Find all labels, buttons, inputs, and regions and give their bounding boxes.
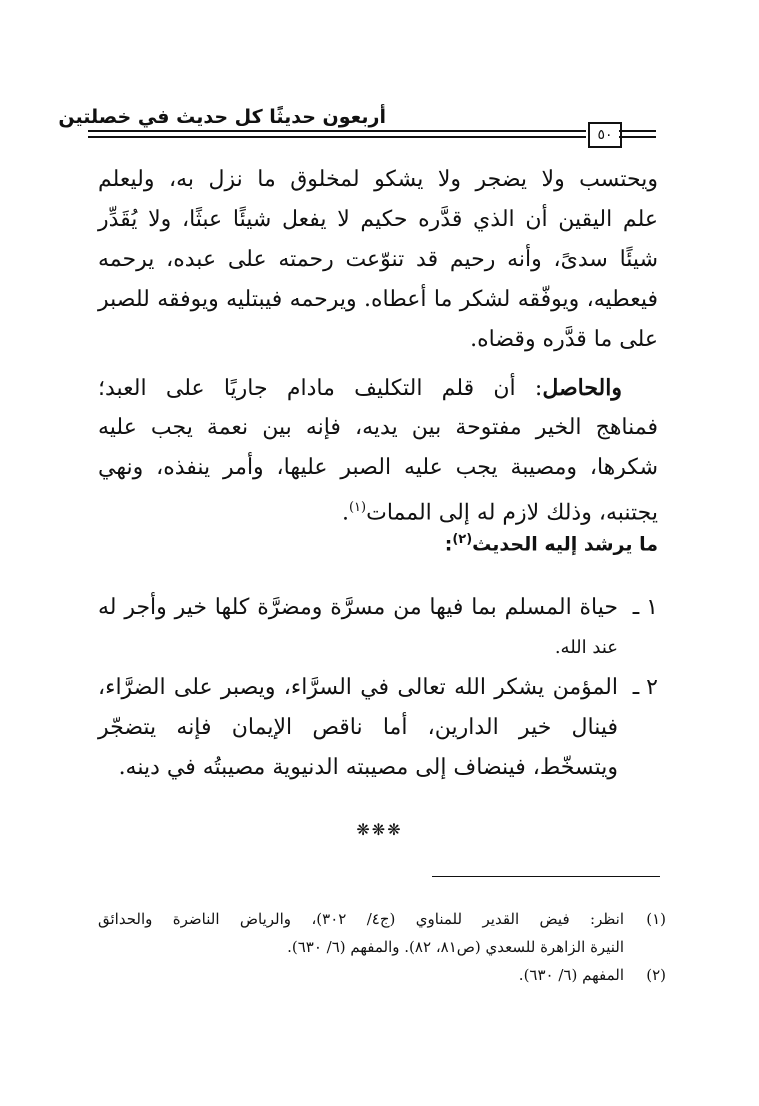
footnote [98, 961, 666, 989]
text-span: . [341, 500, 349, 526]
footnote-rule [432, 876, 660, 877]
footnote-number: (٢) [646, 966, 666, 984]
header-rule [88, 130, 586, 132]
text-line: شيئًا سدىً، وأنه رحيم قد تنوّعت رحمته على عبده، يرحمه [98, 247, 658, 272]
text-span: : أن قلم التكليف مادام جاريًا على العبد؛ [98, 376, 543, 401]
item-number: ١ ـ [632, 595, 658, 620]
paragraph-1 [98, 160, 658, 360]
text-line: ويحتسب ولا يضجر ولا يشكو لمخلوق ما نزل به، وليعلم [98, 167, 658, 192]
text-line: على ما قدَّره وقضاه. [470, 327, 658, 352]
guidance-list [98, 588, 658, 788]
footnote-number: (١) [646, 910, 666, 928]
summary-lead: والحاصل [542, 375, 622, 401]
text-line: فيعطيه، ويوفّقه لشكر ما أعطاه. ويرحمه فيبتليه ويوفقه للصبر [98, 287, 658, 312]
text-line: ويتسخّط، فينضاف إلى مصيبته الدنيوية مصيبتُه في دينه. [118, 755, 618, 780]
heading-suffix: : [444, 533, 453, 556]
header-rule [88, 136, 586, 138]
footnotes [98, 905, 666, 989]
section-heading [445, 532, 658, 555]
footnote-line: النيرة الزاهرة للسعدي (ص٨١، ٨٢). والمفهم (٦/ ٦٣٠). [287, 938, 624, 956]
page-header [58, 100, 656, 148]
running-title: أربعون حديثًا كل حديث في خصلتين [58, 106, 386, 128]
text-span: يجتنبه، وذلك لازم له إلى الممات [366, 500, 658, 526]
paragraph-2 [98, 368, 658, 528]
heading-text: ما يرشد إليه الحديث [472, 533, 658, 556]
list-item [98, 668, 658, 788]
list-item [98, 588, 658, 668]
text-line: المؤمن يشكر الله تعالى في السرَّاء، ويصبر على الضرَّاء، [98, 675, 618, 700]
text-line [98, 368, 658, 408]
text-line: فينال خير الدارين، أما ناقص الإيمان فإنه يتضجّر [98, 715, 618, 740]
text-line: فمناهج الخير مفتوحة بين يديه، فإنه بين نعمة يجب عليه [98, 415, 658, 440]
text-line: حياة المسلم بما فيها من مسرَّة ومضرَّة كلها خير وأجر له [98, 595, 618, 620]
text-line: علم اليقين أن الذي قدَّره حكيم لا يفعل شيئًا عبثًا، ولا يُقَدِّر [98, 207, 658, 232]
footnote-ref[interactable]: (٢) [452, 532, 473, 547]
page-number: ٥٠ [588, 122, 622, 148]
item-number: ٢ ـ [632, 675, 658, 700]
text-line: شكرها، ومصيبة يجب عليه الصبر عليها، وأمر ينفذه، ونهي [98, 455, 658, 480]
section-separator: ❋❋❋ [356, 820, 403, 839]
footnote-line: المفهم (٦/ ٦٣٠). [518, 966, 624, 984]
header-rule [619, 130, 656, 132]
footnote [98, 905, 666, 961]
footnote-line: انظر: فيض القدير للمناوي (ج٤/ ٣٠٢)، والرياض الناضرة والحدائق [98, 910, 625, 928]
text-line: عند الله. [554, 637, 618, 658]
text-line [98, 488, 658, 528]
footnote-ref[interactable]: (١) [348, 500, 367, 515]
header-rule [619, 136, 656, 138]
